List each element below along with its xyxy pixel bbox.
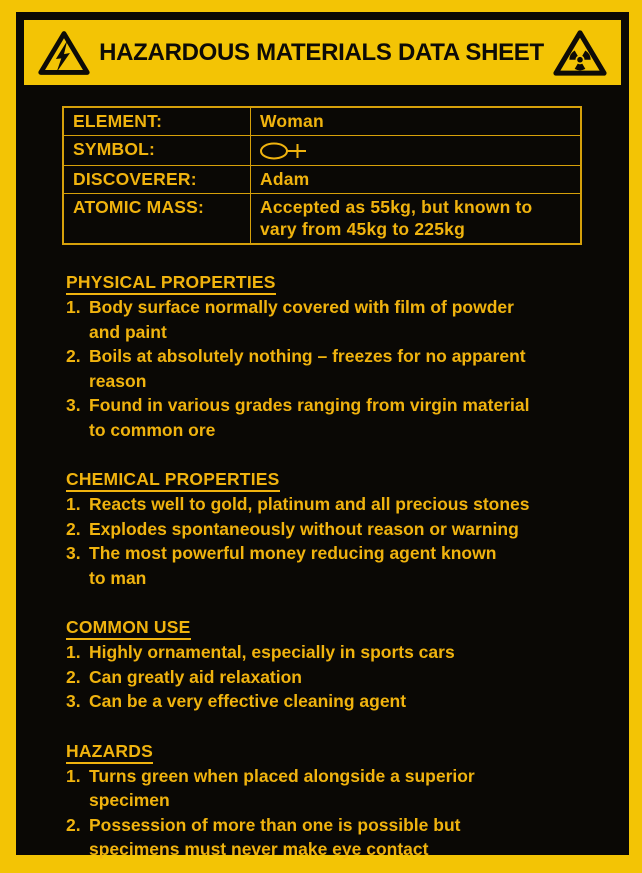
list-item: 1. Body surface normally covered with film of powder and paint — [66, 297, 514, 342]
list-item: 2. Explodes spontaneously without reason or warning — [66, 518, 519, 539]
list-item: 2. Possession of more than one is possible but specimens must never make eye contact — [66, 814, 461, 859]
symbol-value — [251, 136, 582, 166]
high-voltage-icon — [37, 29, 91, 77]
list-item: 3. The most powerful money reducing agent known to man — [66, 543, 497, 588]
female-symbol-icon — [260, 140, 310, 162]
poster-content — [16, 106, 629, 862]
list-item: 1. Reacts well to gold, platinum and all precious stones — [66, 494, 530, 514]
section-heading: PHYSICAL PROPERTIES — [66, 272, 276, 295]
section-heading: COMMON USE — [66, 617, 191, 640]
element-spec-table — [62, 106, 582, 245]
section-heading: HAZARDS — [66, 741, 153, 764]
table-row-symbol — [63, 136, 581, 166]
list-item: 2. Boils at absolutely nothing – freezes for no apparent reason — [66, 346, 526, 391]
symbol-label: SYMBOL: — [63, 136, 251, 166]
list-item: 2. Can greatly aid relaxation — [66, 666, 302, 687]
list-item: 3. Can be a very effective cleaning agent — [66, 691, 407, 711]
table-row-element — [63, 107, 581, 136]
section-chemical-properties — [66, 467, 593, 590]
list-item: 3. Found in various grades ranging from virgin material to common ore — [66, 395, 530, 440]
element-label: ELEMENT: — [63, 107, 251, 136]
section-physical-properties — [66, 270, 593, 442]
table-row-atomic-mass — [63, 194, 581, 245]
poster-title: HAZARDOUS MATERIALS DATA SHEET — [99, 38, 544, 66]
section-common-use — [66, 615, 593, 714]
section-hazards — [66, 739, 593, 862]
poster-black-panel — [16, 12, 629, 859]
discoverer-label: DISCOVERER: — [63, 166, 251, 194]
atomic-mass-value: Accepted as 55kg, but known to vary from 45kg to 225kg — [251, 194, 582, 245]
atomic-mass-label: ATOMIC MASS: — [63, 194, 251, 245]
list-item: 1. Highly ornamental, especially in sports cars — [66, 642, 455, 662]
radiation-icon — [552, 28, 608, 78]
table-row-discoverer — [63, 166, 581, 194]
header-banner — [24, 20, 621, 85]
section-heading: CHEMICAL PROPERTIES — [66, 469, 280, 492]
discoverer-value: Adam — [251, 166, 582, 194]
element-value: Woman — [251, 107, 582, 136]
list-item: 1. Turns green when placed alongside a superior specimen — [66, 765, 475, 810]
